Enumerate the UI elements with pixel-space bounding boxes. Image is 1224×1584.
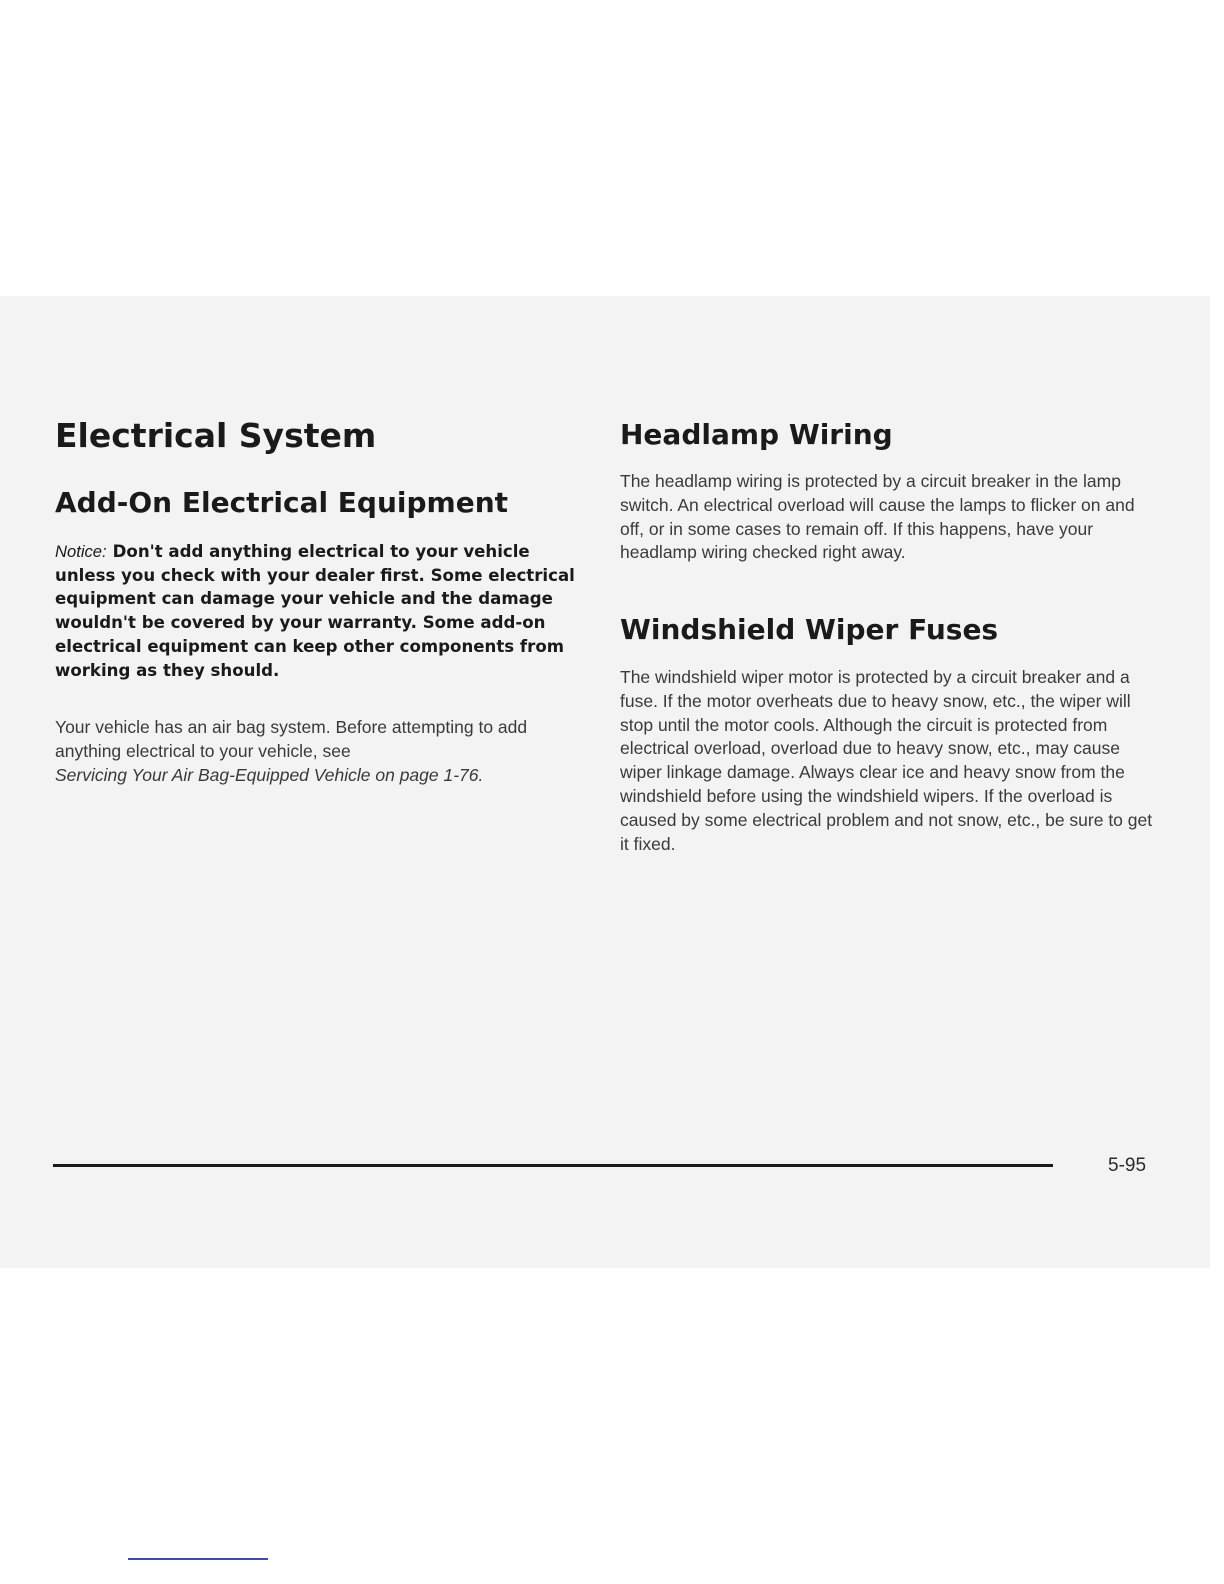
notice-block xyxy=(55,540,585,682)
windshield-wiper-fuses-title: Windshield Wiper Fuses xyxy=(620,613,999,646)
air-bag-reference: Servicing Your Air Bag-Equipped Vehicle on page 1-76. xyxy=(55,764,484,785)
air-bag-text: Your vehicle has an air bag system. Before attempting to add anything electrical to your vehicle, see xyxy=(55,717,528,761)
headlamp-wiring-title: Headlamp Wiring xyxy=(620,418,893,451)
windshield-wiper-fuses-text: The windshield wiper motor is protected by a circuit breaker and a fuse. If the motor overheats due to heavy snow, etc., the wiper will stop until the motor cools. Although the circuit is protected from electrical overload, overload due to heavy snow, etc., may cause wiper linkage damage. Always clear ice and heavy snow from the windshield before using the windshield wipers. If the overload is caused by some electrical problem and not snow, etc., be sure to get it fixed. xyxy=(620,667,1153,854)
headlamp-wiring-text: The headlamp wiring is protected by a circuit breaker in the lamp switch. An electrical overload will cause the lamps to flicker on and off, or in some cases to remain off. If this happens, have your headlamp wiring checked right away. xyxy=(620,471,1135,563)
manual-page xyxy=(0,296,1210,1268)
footer-rule xyxy=(53,1164,1053,1167)
notice-text: Don't add anything electrical to your vehicle unless you check with your dealer first. Some electrical equipment can damage your vehicle and the damage wouldn't be covered by your warranty. Some add-on electrical equipment can keep other components from working as they should. xyxy=(55,542,575,680)
page-number: 5-95 xyxy=(1108,1155,1147,1176)
air-bag-paragraph xyxy=(55,716,575,787)
bottom-underline-mark xyxy=(128,1558,268,1560)
subsection-title-add-on-equipment: Add-On Electrical Equipment xyxy=(55,486,509,519)
notice-label: Notice: xyxy=(55,542,107,561)
section-title: Electrical System xyxy=(55,416,377,455)
